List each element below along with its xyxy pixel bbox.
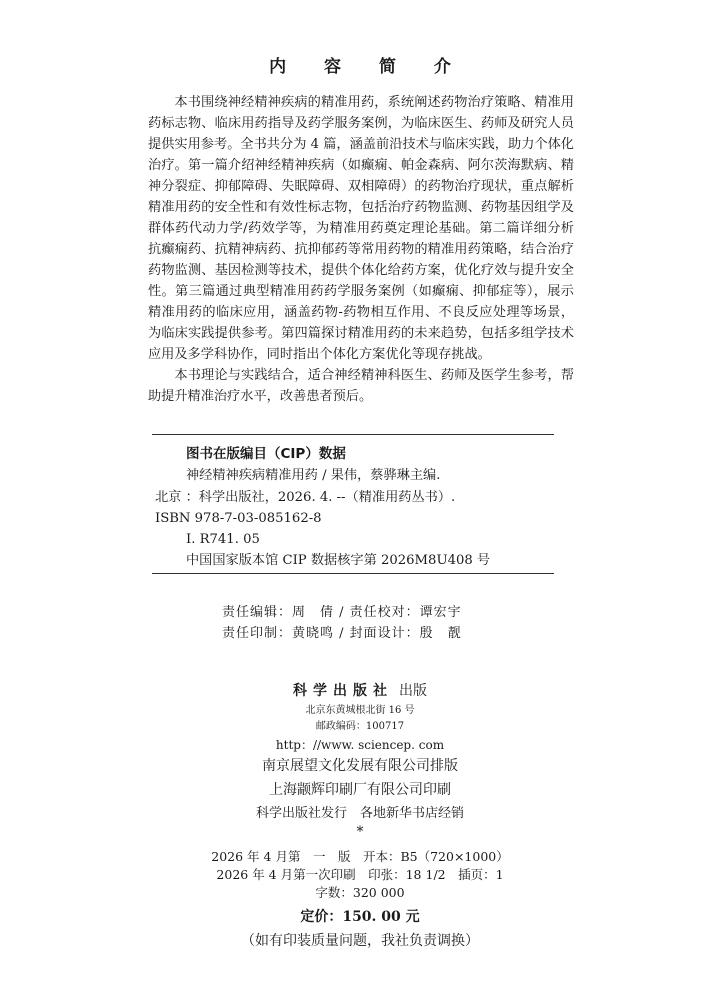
printing-block bbox=[0, 754, 720, 826]
cip-block bbox=[152, 444, 556, 572]
cip-top-rule bbox=[152, 434, 554, 435]
publisher-address-block bbox=[0, 703, 720, 735]
publisher-suffix: 出版 bbox=[399, 683, 427, 699]
cip-line-classification: Ⅰ. R741. 05 bbox=[186, 532, 260, 548]
cip-line-isbn: ISBN 978-7-03-085162-8 bbox=[155, 510, 322, 526]
typesetter-line: 南京展望文化发展有限公司排版 bbox=[262, 758, 458, 774]
credits-line-editors: 责任编辑：周 倩 / 责任校对：谭宏宇 bbox=[222, 605, 462, 620]
edition-line-1: 2026 年 4 月第 一 版 开本：B5（720×1000） bbox=[211, 849, 509, 864]
quality-notice: （如有印装质量问题，我社负责调换） bbox=[241, 933, 479, 949]
publisher-name: 科学出版社 bbox=[293, 683, 393, 699]
cip-line-publication: 北京 ：科学出版社，2026. 4. --（精准用药丛书）. bbox=[155, 489, 456, 505]
page-title: 内 容 简 介 bbox=[269, 57, 467, 77]
intro-paragraph-2: 本书理论与实践结合，适合神经精神科医生、药师及医学生参考，帮助提升精准治疗水平，改善患者预后。 bbox=[148, 368, 574, 404]
printer-line: 上海颛辉印刷厂有限公司印刷 bbox=[269, 782, 451, 798]
publisher-address: 北京东黄城根北街 16 号 bbox=[305, 705, 415, 716]
publisher-line bbox=[0, 680, 720, 700]
publisher-website: http：//www. sciencep. com bbox=[275, 738, 445, 752]
credits-block bbox=[222, 602, 542, 644]
cip-line-verification: 中国国家版本馆 CIP 数据核字第 2026M8U408 号 bbox=[186, 553, 491, 569]
intro-section bbox=[148, 92, 574, 407]
edition-line-2: 2026 年 4 月第一次印刷 印张：18 1/2 插页：1 bbox=[216, 867, 504, 882]
intro-paragraph-1: 本书围绕神经精神疾病的精准用药，系统阐述药物治疗策略、精准用药标志物、临床用药指导及药学服务案例，为临床医生、药师及研究人员提供实用参考。全书共分为 4 篇，涵盖前沿技术与临床实践，助力个体化治疗。第一篇介绍神经精神疾病（如癫痫、帕金森病、阿尔茨海默病、精神分裂症、抑郁障碍、失眠障碍、双相障碍）的药物治疗现状，重点解析精准用药的安全性和有效性标志物，包括治疗药物监测、药物基因组学及群体药代动力学/药效学等，为精准用药奠定理论基础。第二篇详细分析抗癫痫药、抗精神病药、抗抑郁药等常用药物的精准用药策略，结合治疗药物监测、基因检测等技术，提供个体化给药方案，优化疗效与提升安全性。第三篇通过典型精准用药药学服务案例（如癫痫、抑郁症等），展示精准用药的临床应用，涵盖药物-药物相互作用、不良反应处理等场景，为临床实践提供参考。第四篇探讨精准用药的未来趋势，包括多组学技术应用及多学科协作，同时指出个体化方案优化等现存挑战。 bbox=[148, 95, 574, 362]
price-line: 定价：150. 00 元 bbox=[300, 909, 420, 925]
distribution-line: 科学出版社发行 各地新华书店经销 bbox=[255, 806, 464, 821]
edition-block bbox=[0, 848, 720, 902]
cip-line-title: 神经精神疾病精准用药 / 果伟，蔡骅琳主编. bbox=[186, 468, 441, 484]
cip-heading: 图书在版编目（CIP）数据 bbox=[186, 446, 346, 462]
cip-bottom-rule bbox=[152, 573, 554, 574]
edition-line-3: 字数：320 000 bbox=[315, 885, 405, 900]
separator-star: * bbox=[356, 824, 364, 840]
publisher-postcode: 邮政编码：100717 bbox=[315, 721, 405, 732]
credits-line-production: 责任印制：黄晓鸣 / 封面设计：殷 靓 bbox=[222, 626, 462, 641]
